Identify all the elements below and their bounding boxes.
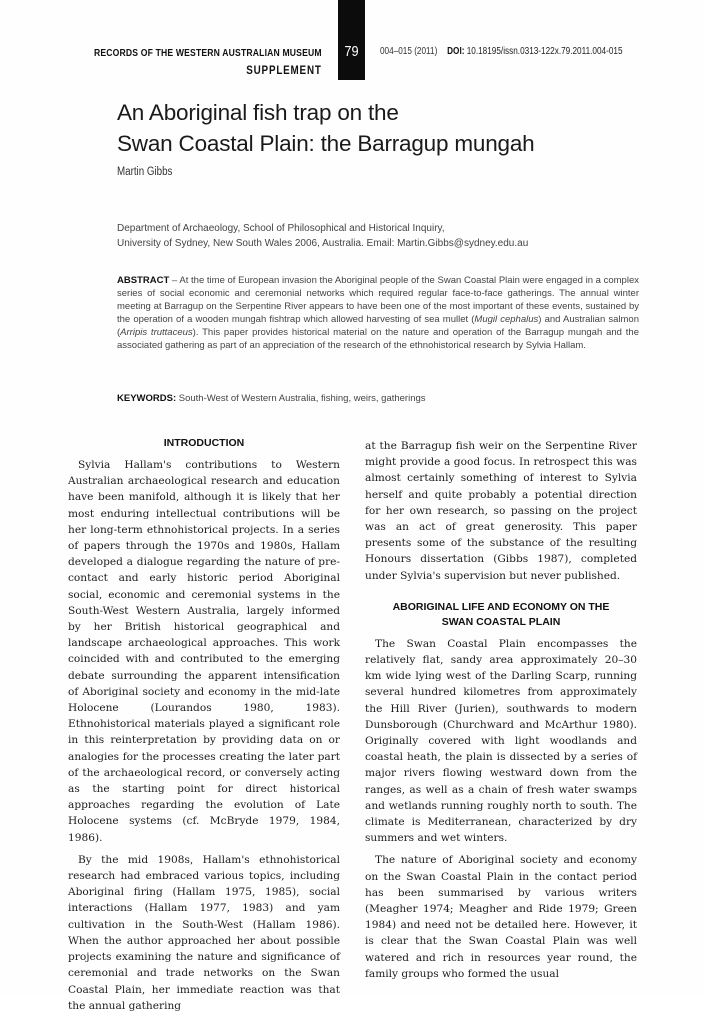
introduction-paragraph-2: By the mid 1908s, Hallam's ethnohistorical research had embraced various topics, including Aboriginal firing (Hallam 1975, 1985), social interactions (Hallam 1977, 1983) and yam cultivation in the South-West (Hallam 1986). When the author approached her about possible projects examining the nature and significance of ceremonial and trade networks on the Swan Coastal Plain, her immediate reaction was that the annual gathering <box>68 853 340 1012</box>
abstract-text-1: – At the time of European invasion the Aboriginal people of the Swan Coastal Plain were engaged in a complex series of social economic and ceremonial networks which required regular face-to-face gatherings. The annual winter meeting at Barragup on the Serpentine River appears to have been one of the most important of these events, sustained by the operation of a wooden mungah fishtrap which allowed harvesting of sea mullet ( <box>117 275 639 326</box>
pages-year: 004–015 (2011) <box>380 46 438 57</box>
aboriginal-life-paragraph-1: The Swan Coastal Plain encompasses the relatively flat, sandy area approximately 20–30 km wide lying west of the Darling Scarp, running several hundred kilometres from approximately the Hill River (Jurien), southwards to modern Dunsborough (Churchward and McArthur 1980). Originally covered with light woodlands and coastal heath, the plain is dissected by a series of major rivers flowing westward down from the ranges, as well as a chain of fresh water swamps and wetlands running roughly north to south. The climate is Mediterranean, characterized by dry summers and wet winters. <box>365 637 637 845</box>
species-mullet: Mugil cephalus <box>474 314 539 326</box>
doi-link[interactable]: 10.18195/issn.0313-122x.79.2011.004-015 <box>466 46 623 57</box>
journal-name <box>94 45 322 79</box>
abstract-label: ABSTRACT <box>117 275 170 286</box>
title-line-1: An Aboriginal fish trap on the <box>117 100 399 125</box>
aboriginal-life-heading <box>365 600 637 630</box>
title-line-2: Swan Coastal Plain: the Barragup mungah <box>117 131 535 156</box>
volume-number: 79 <box>344 43 359 60</box>
author-affiliation <box>117 222 528 251</box>
introduction-paragraph-3: at the Barragup fish weir on the Serpentine River might provide a good focus. In retrospect this was almost certainly something of interest to Sylvia herself and quite probably a potential direction for her own research, so passing on the project was an act of great generosity. This paper presents some of the substance of the resulting Honours dissertation (Gibbs 1987), completed under Sylvia's supervision but never published. <box>365 440 637 582</box>
journal-title: RECORDS OF THE WESTERN AUSTRALIAN MUSEUM <box>94 47 322 59</box>
keywords <box>117 393 426 404</box>
keywords-label: KEYWORDS: <box>117 393 177 404</box>
volume-box <box>338 0 365 80</box>
species-salmon: Arripis truttaceus <box>120 327 193 339</box>
author-name: Martin Gibbs <box>117 166 173 178</box>
keywords-text: South-West of Western Australia, fishing, weirs, gatherings <box>176 393 426 404</box>
doi-label: DOI: <box>447 46 465 57</box>
abstract-text-3: ). This paper provides historical material on the nature and operation of the Barragup mungah and the associated gathering as part of an appreciation of the research of the ethnohistorical research by Sylvia Hallam. <box>117 327 639 352</box>
affiliation-line-2: University of Sydney, New South Wales 2006, Australia. Email: Martin.Gibbs@sydney.edu.au <box>117 237 529 249</box>
citation-info <box>380 46 623 57</box>
heading-line-2: SWAN COASTAL PLAIN <box>441 615 561 628</box>
abstract <box>117 274 639 353</box>
abstract-text-2: ) and Australian salmon ( <box>117 314 639 339</box>
introduction-paragraph-1: Sylvia Hallam's contributions to Western Australian archaeological research and education have been manifold, although it is likely that her most enduring intellectual contributions will be her long-term ethnohistorical projects. In a series of papers through the 1970s and 1980s, Hallam developed a dialogue regarding the nature of pre-contact and early historic period Aboriginal social, economic and ceremonial systems in the South-West Western Australia, largely informed by her British historical geographical and landscape archaeological approaches. This work coincided with and contributed to the emerging debate surrounding the apparent intensification of Aboriginal society and economy in the mid-late Holocene (Lourandos 1980, 1983). Ethnohistorical materials played a significant role in this reinterpretation by providing data on or analogies for the processes creating the later part of the archaeological record, or conversely acting as the starting point for direct historical approaches regarding the evolution of Late Holocene systems (cf. McBryde 1979, 1984, 1986). <box>68 459 340 844</box>
right-column <box>365 438 637 988</box>
journal-supplement: SUPPLEMENT <box>246 63 322 77</box>
aboriginal-life-paragraph-2: The nature of Aboriginal society and economy on the Swan Coastal Plain in the contact period has been summarised by various writers (Meagher 1974; Meagher and Ride 1979; Green 1984) and need not be detailed here. However, it is clear that the Swan Coastal Plain was well watered and rich in resources year round, the family groups who formed the usual <box>365 854 637 980</box>
affiliation-line-1: Department of Archaeology, School of Philosophical and Historical Inquiry, <box>117 223 445 234</box>
heading-line-1: ABORIGINAL LIFE AND ECONOMY ON THE <box>392 600 610 613</box>
article-title <box>117 97 534 159</box>
left-column <box>68 436 340 1020</box>
introduction-heading: INTRODUCTION <box>163 437 245 449</box>
